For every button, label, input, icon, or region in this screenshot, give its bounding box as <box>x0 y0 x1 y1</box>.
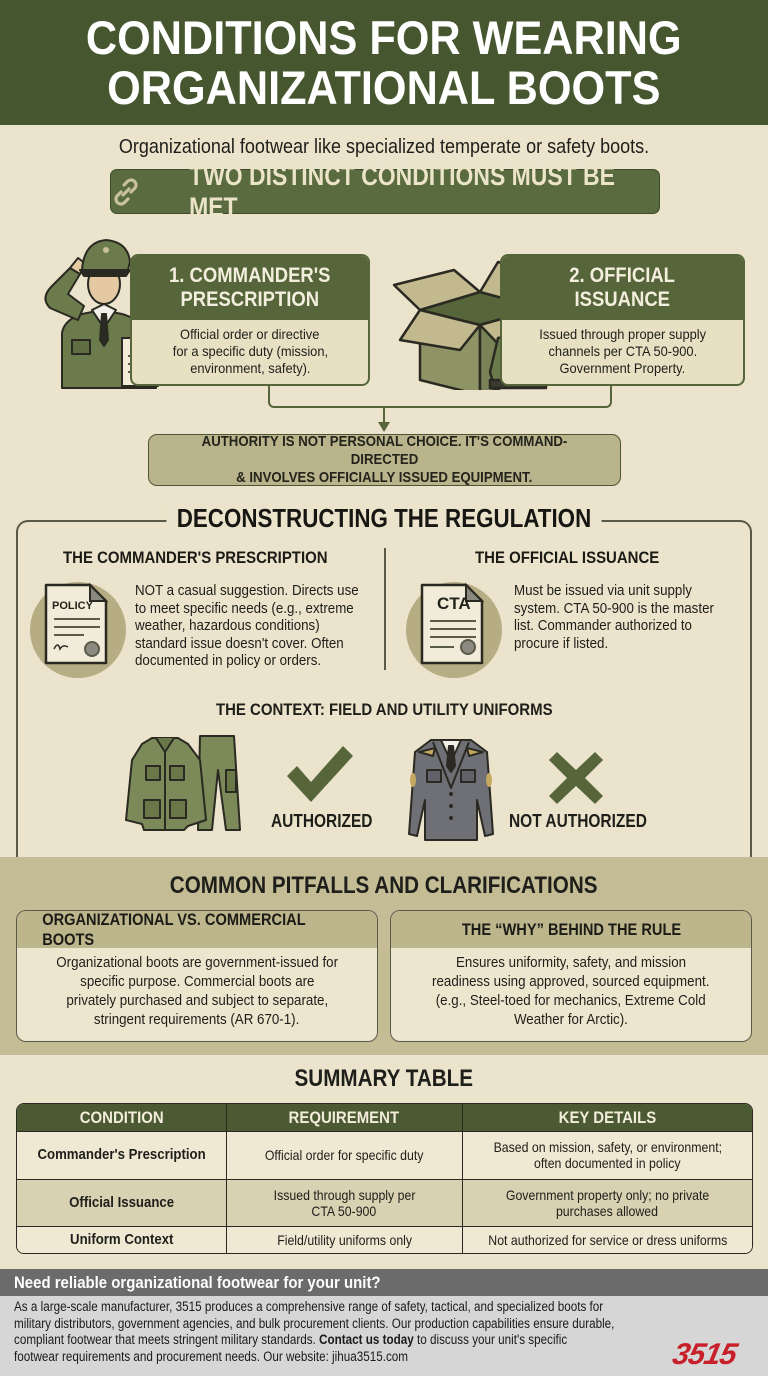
policy-document-svg <box>44 583 108 665</box>
column-header <box>227 1104 463 1132</box>
text-line: Ensures uniformity, safety, and mission <box>455 955 687 971</box>
authority-callout <box>148 434 621 486</box>
text-line: NOT a casual suggestion. Directs use <box>135 583 359 599</box>
footer-line: military distributors, government agencies, and bulk procurement clients. Our production capabilities ensure durable, <box>14 1315 615 1331</box>
page-title <box>86 10 682 114</box>
authority-line: AUTHORITY IS NOT PERSONAL CHOICE. IT'S COMMAND-DIRECTED <box>201 433 568 468</box>
pitfall-card-why-rule <box>390 910 752 1042</box>
body-line: channels per CTA 50-900. <box>548 343 697 359</box>
heading-text: THE CONTEXT: FIELD AND UTILITY UNIFORMS <box>215 700 553 719</box>
footer-text: compliant footwear that meets stringent military standards. <box>14 1332 320 1347</box>
cell-requirement <box>227 1132 463 1180</box>
header-text: REQUIREMENT <box>288 1107 400 1127</box>
text-line: list. Commander authorized to <box>514 618 692 634</box>
footer-heading <box>0 1269 768 1296</box>
condition-body <box>132 320 368 377</box>
body-line: for a specific duty (mission, <box>172 343 328 359</box>
cell-text: Not authorized for service or dress uniforms <box>487 1232 727 1249</box>
pitfall-card-org-vs-commercial <box>16 910 378 1042</box>
body-line: Issued through proper supply <box>539 326 706 342</box>
summary-table <box>16 1103 753 1254</box>
text-line: Organizational boots are government-issued for <box>56 955 338 971</box>
cell-text: Commander's Prescription <box>37 1146 206 1164</box>
checkmark-icon <box>283 742 357 806</box>
deconstructing-title <box>0 503 768 534</box>
column-header <box>17 1104 227 1132</box>
pitfall-body <box>391 948 751 1030</box>
section-heading: COMMON PITFALLS AND CLARIFICATIONS <box>170 872 598 899</box>
cell-requirement <box>227 1180 463 1228</box>
section-heading: SUMMARY TABLE <box>294 1065 474 1092</box>
verdict-text: NOT AUTHORIZED <box>509 811 647 831</box>
text-line: (e.g., Steel-toed for mechanics, Extreme Cold <box>436 993 706 1009</box>
subtitle: Organizational footwear like specialized temperate or safety boots. <box>118 136 650 158</box>
chain-link-icon <box>111 177 141 207</box>
x-mark-icon <box>545 748 607 808</box>
pitfall-body <box>17 948 377 1030</box>
body-line: Government Property. <box>559 360 686 376</box>
context-heading <box>0 700 768 720</box>
verdict-text: AUTHORIZED <box>271 811 373 831</box>
commanders-prescription-text <box>135 583 385 671</box>
text-line: procure if listed. <box>514 635 609 652</box>
footer-body <box>0 1296 768 1376</box>
text-line: privately purchased and subject to separate, <box>66 993 328 1009</box>
footer-text: to discuss your unit's specific <box>413 1332 568 1347</box>
column-header <box>463 1104 752 1132</box>
condition-card-commanders-prescription <box>130 254 370 386</box>
policy-doc-label: POLICY <box>52 600 93 612</box>
authority-line: & INVOLVES OFFICIALLY ISSUED EQUIPMENT. <box>236 469 533 486</box>
heading-text: THE “WHY” BEHIND THE RULE <box>461 919 681 939</box>
text-line: readiness using approved, sourced equipment. <box>432 974 710 990</box>
heading-text: THE OFFICIAL ISSUANCE <box>475 548 660 567</box>
cell-text: Based on mission, safety, or environment; <box>493 1139 722 1156</box>
cell-requirement <box>227 1227 463 1253</box>
section-heading: DECONSTRUCTING THE REGULATION <box>166 503 601 534</box>
table-row <box>17 1180 752 1228</box>
banner-label: TWO DISTINCT CONDITIONS MUST BE MET <box>189 160 615 222</box>
cell-text: often documented in policy <box>534 1155 681 1172</box>
heading-text: THE COMMANDER'S PRESCRIPTION <box>63 548 328 567</box>
cell-text: Issued through supply per <box>273 1186 416 1203</box>
table-row <box>17 1227 752 1253</box>
footer-line <box>14 1332 732 1349</box>
text-line: documented in policy or orders. <box>135 653 322 669</box>
cell-details <box>463 1227 752 1253</box>
cell-condition <box>17 1227 227 1253</box>
text-line: standard issue doesn't cover. Often <box>135 635 344 652</box>
pitfall-heading <box>391 911 751 948</box>
field-uniform-illustration <box>122 730 250 840</box>
table-row <box>17 1132 752 1180</box>
page-header <box>0 0 768 125</box>
text-line: system. CTA 50-900 is the master <box>514 600 714 617</box>
cell-text: Field/utility uniforms only <box>276 1232 412 1249</box>
brand-logo: 3515 <box>669 1338 740 1371</box>
cell-text: Government property only; no private <box>505 1186 710 1203</box>
title-line-2: ORGANIZATIONAL BOOTS <box>107 60 661 114</box>
cell-condition <box>17 1132 227 1180</box>
cell-text: purchases allowed <box>556 1202 659 1219</box>
official-issuance-text <box>514 583 754 653</box>
text-line: Weather for Arctic). <box>514 1012 628 1028</box>
header-text: CONDITION <box>79 1107 164 1127</box>
cell-details <box>463 1180 752 1228</box>
cell-text: Uniform Context <box>69 1231 173 1249</box>
official-issuance-heading <box>475 548 684 568</box>
condition-title-line: 2. OFFICIAL <box>569 264 676 287</box>
pitfalls-title <box>0 872 768 900</box>
connector-line <box>268 386 612 408</box>
arrow-down-icon <box>378 422 390 432</box>
condition-title-line: PRESCRIPTION <box>180 288 320 311</box>
text-line: specific purpose. Commercial boots are <box>79 974 315 990</box>
condition-title-line: ISSUANCE <box>574 288 671 311</box>
not-authorized-label <box>509 811 669 832</box>
condition-title <box>502 256 743 320</box>
table-header-row <box>17 1104 752 1132</box>
contact-us-link[interactable]: Contact us today <box>319 1332 414 1347</box>
cta-doc-label: CTA <box>437 594 471 613</box>
body-line: environment, safety). <box>189 360 311 376</box>
footer-line: As a large-scale manufacturer, 3515 produces a comprehensive range of safety, tactical, and specialized boots for <box>14 1299 604 1314</box>
text-line: stringent requirements (AR 670-1). <box>94 1012 300 1028</box>
pitfall-heading <box>17 911 377 948</box>
authorized-label <box>271 811 389 832</box>
header-text: KEY DETAILS <box>558 1107 657 1127</box>
text-line: weather, hazardous conditions) <box>135 618 320 634</box>
cell-text: Official order for specific duty <box>264 1147 424 1164</box>
heading-text: ORGANIZATIONAL VS. COMMERCIAL BOOTS <box>42 910 306 949</box>
condition-card-official-issuance <box>500 254 745 386</box>
cell-condition <box>17 1180 227 1228</box>
condition-title <box>132 256 368 320</box>
footer-line: footwear requirements and procurement needs. Our website: jihua3515.com <box>14 1348 409 1364</box>
text-line: to meet specific needs (e.g., extreme <box>135 600 354 617</box>
heading-text: Need reliable organizational footwear for your unit? <box>14 1272 381 1292</box>
condition-title-line: 1. COMMANDER'S <box>169 264 331 287</box>
commanders-prescription-heading <box>63 548 364 568</box>
dress-uniform-illustration <box>405 730 497 844</box>
condition-body <box>502 320 743 377</box>
text-line: Must be issued via unit supply <box>514 583 692 599</box>
summary-title <box>0 1065 768 1093</box>
cell-details <box>463 1132 752 1180</box>
cell-text: Official Issuance <box>68 1193 174 1211</box>
two-conditions-banner <box>110 160 660 222</box>
body-line: Official order or directive <box>180 326 320 342</box>
cell-text: CTA 50-900 <box>311 1202 377 1219</box>
title-line-1: CONDITIONS FOR WEARING <box>86 10 682 64</box>
